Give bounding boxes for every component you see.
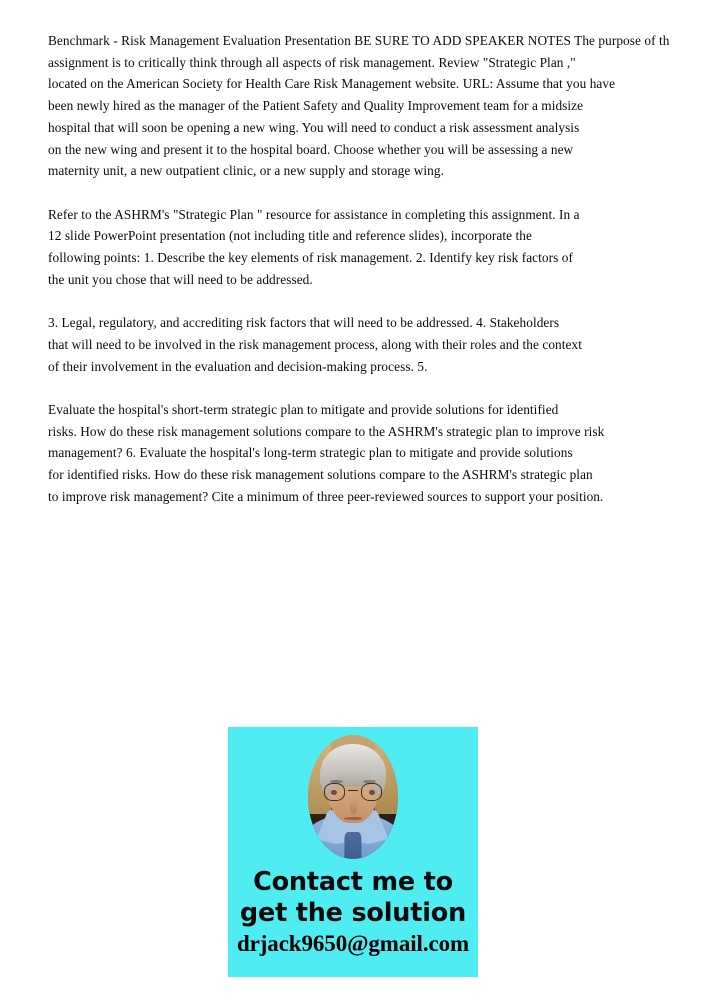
eyeglasses-lens-right-icon bbox=[361, 783, 382, 801]
contact-card bbox=[228, 727, 478, 977]
portrait-necktie bbox=[344, 832, 361, 859]
eyeglasses-bridge-icon bbox=[348, 790, 359, 792]
eyeglasses-lens-left-icon bbox=[324, 783, 345, 801]
paragraph-points-three-four bbox=[48, 312, 708, 377]
avatar bbox=[308, 735, 398, 859]
paragraph-intro bbox=[48, 30, 708, 182]
text-line: Benchmark - Risk Management Evaluation Presentation BE SURE TO ADD SPEAKER NOTES The purpose of th bbox=[48, 33, 670, 48]
document-text-body bbox=[48, 30, 708, 507]
text-line: risks. How do these risk management solutions compare to the ASHRM's strategic plan to improve risk bbox=[48, 423, 605, 439]
contact-headline-line-2: get the solution bbox=[239, 898, 467, 928]
contact-headline bbox=[228, 867, 478, 929]
portrait-nose bbox=[350, 799, 356, 814]
text-line: of their involvement in the evaluation and decision-making process. 5. bbox=[48, 358, 428, 374]
contact-headline-line-1: Contact me to bbox=[253, 867, 453, 897]
text-line: assignment is to critically think through all aspects of risk management. Review "Strategic Plan ," bbox=[48, 54, 576, 70]
paragraph-spacer bbox=[48, 290, 708, 312]
text-line: hospital that will soon be opening a new wing. You will need to conduct a risk assessment analysis bbox=[48, 119, 580, 135]
text-line: to improve risk management? Cite a minimum of three peer-reviewed sources to support your position. bbox=[48, 488, 604, 504]
paragraph-spacer bbox=[48, 182, 708, 204]
text-line: located on the American Society for Health Care Risk Management website. URL: Assume that you have bbox=[48, 76, 616, 92]
text-line: for identified risks. How do these risk management solutions compare to the ASHRM's strategic plan bbox=[48, 467, 593, 483]
paragraph-spacer bbox=[48, 377, 708, 399]
text-line: 3. Legal, regulatory, and accrediting risk factors that will need to be addressed. 4. Stakeholders bbox=[48, 315, 560, 331]
text-line: that will need to be involved in the risk management process, along with their roles and the context bbox=[48, 336, 582, 352]
paragraph-instructions bbox=[48, 204, 708, 291]
text-line: the unit you chose that will need to be addressed. bbox=[48, 271, 313, 287]
text-line: management? 6. Evaluate the hospital's long-term strategic plan to mitigate and provide solutions bbox=[48, 445, 573, 461]
text-line: 12 slide PowerPoint presentation (not including title and reference slides), incorporate the bbox=[48, 228, 532, 244]
text-line: Evaluate the hospital's short-term strategic plan to mitigate and provide solutions for identified bbox=[48, 401, 559, 417]
text-line: following points: 1. Describe the key elements of risk management. 2. Identify key risk factors of bbox=[48, 250, 573, 266]
text-line: been newly hired as the manager of the Patient Safety and Quality Improvement team for a midsize bbox=[48, 98, 584, 114]
paragraph-points-five-six bbox=[48, 399, 708, 508]
contact-email[interactable]: drjack9650@gmail.com bbox=[236, 931, 470, 956]
text-line: on the new wing and present it to the hospital board. Choose whether you will be assessing a new bbox=[48, 141, 574, 157]
text-line: Refer to the ASHRM's "Strategic Plan " resource for assistance in completing this assignment. In a bbox=[48, 206, 580, 222]
text-line: maternity unit, a new outpatient clinic, or a new supply and storage wing. bbox=[48, 163, 444, 179]
